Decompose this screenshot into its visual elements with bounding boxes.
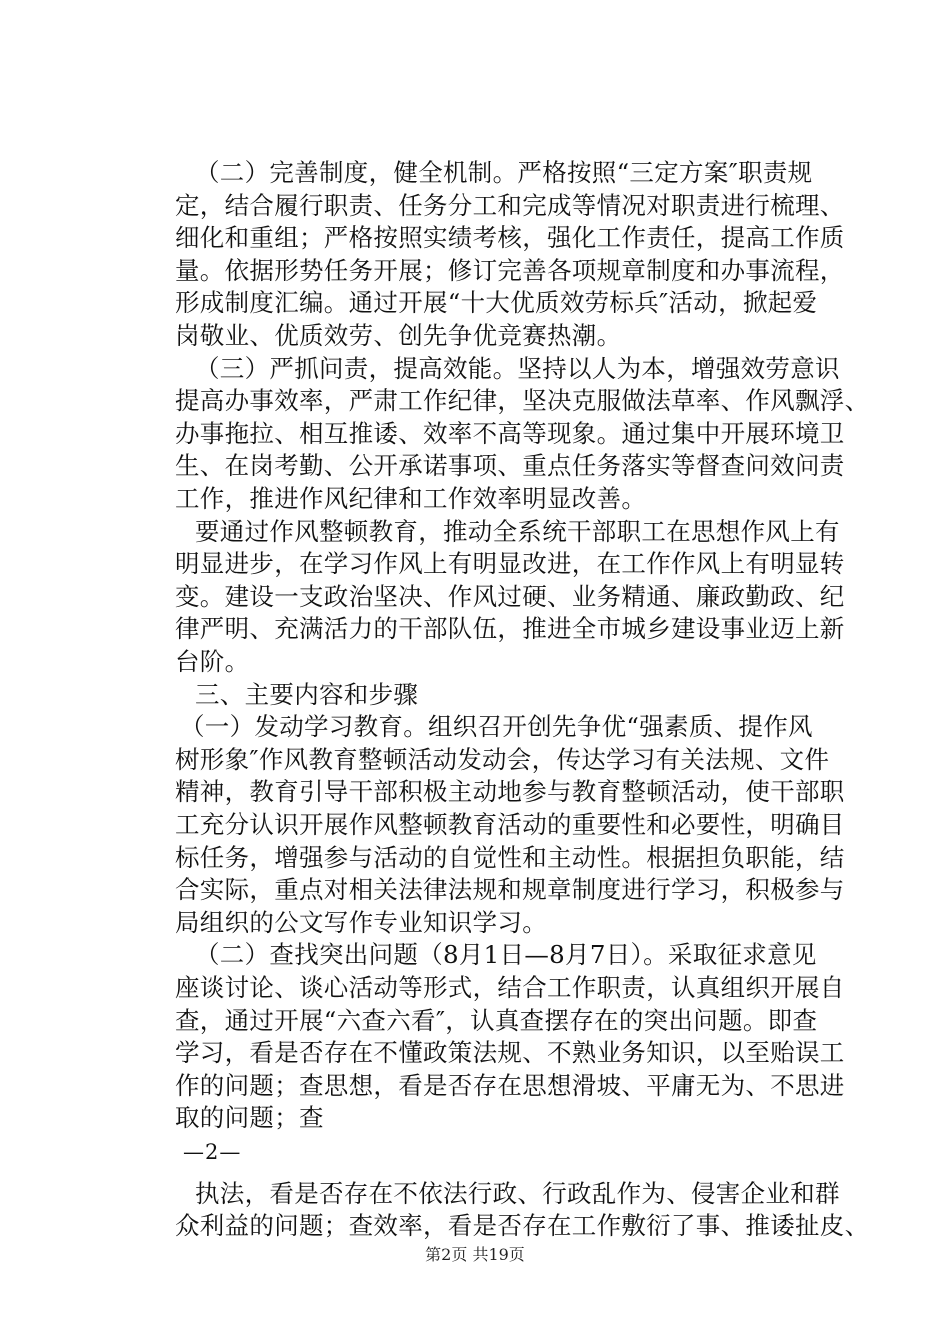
paragraph-line: 量。依据形势任务开展；修订完善各项规章制度和办事流程， (175, 255, 845, 285)
paragraph-line: 查，通过开展“六查六看″，认真查摆存在的突出问题。即查 (175, 1005, 818, 1035)
paragraph-line: 工充分认识开展作风整顿教育活动的重要性和必要性，明确目 (175, 810, 845, 839)
paragraph-line: （三）严抓问责，提高效能。坚持以人为本，增强效劳意识 (195, 353, 840, 383)
paragraph-line: 树形象″作风教育整顿活动发动会，传达学习有关法规、文件 (175, 744, 830, 774)
paragraph-line: （一）发动学习教育。组织召开创先争优“强素质、提作风 (180, 712, 813, 742)
paragraph-line: 定，结合履行职责、任务分工和完成等情况对职责进行梳理、 (175, 190, 845, 220)
paragraph-line: 明显进步，在学习作风上有明显改进，在工作作风上有明显转 (175, 549, 845, 579)
paragraph-line: 要通过作风整顿教育，推动全系统干部职工在思想作风上有 (195, 516, 840, 546)
continuation-line-1: 执法，看是否存在不依法行政、行政乱作为、侵害企业和群 (195, 1178, 840, 1208)
paragraph-line: 办事拖拉、相互推诿、效率不高等现象。通过集中开展环境卫 (175, 418, 845, 448)
paragraph-line: （二）完善制度，健全机制。严格按照“三定方案″职责规 (195, 158, 813, 187)
paragraph-line: 座谈讨论、谈心活动等形式，结合工作职责，认真组织开展自 (175, 973, 845, 1002)
section-heading: 三、主要内容和步骤 (195, 679, 419, 709)
paragraph-line: 岗敬业、优质效劳、创先争优竞赛热潮。 (175, 321, 622, 350)
paragraph-line: （二）查找突出问题（8月1日—8月7日）。采取征求意见 (195, 940, 817, 970)
paragraph-line: 合实际，重点对相关法律法规和规章制度进行学习，积极参与 (175, 875, 845, 905)
paragraph-line: 生、在岗考勤、公开承诺事项、重点任务落实等督查问效问责 (175, 451, 845, 481)
paragraph-line: 律严明、充满活力的干部队伍，推进全市城乡建设事业迈上新 (175, 614, 845, 644)
paragraph-line: 工作，推进作风纪律和工作效率明显改善。 (175, 484, 647, 513)
paragraph-line: 精神，教育引导干部积极主动地参与教育整顿活动，使干部职 (175, 777, 845, 807)
paragraph-line: 变。建设一支政治坚决、作风过硬、业务精通、廉政勤政、纪 (175, 581, 845, 611)
paragraph-line: 形成制度汇编。通过开展“十大优质效劳标兵″活动，掀起爱 (175, 288, 818, 318)
paragraph-line: 提高办事效率，严肃工作纪律，坚决克服做法草率、作风飘浮、 (175, 386, 870, 416)
paragraph-line: 台阶。 (175, 647, 250, 676)
paragraph-line: 作的问题；查思想，看是否存在思想滑坡、平庸无为、不思进 (175, 1070, 845, 1100)
page-marker: —2— (183, 1140, 242, 1164)
paragraph-line: 学习，看是否存在不懂政策法规、不熟业务知识，以至贻误工 (175, 1038, 845, 1068)
paragraph-line: 标任务，增强参与活动的自觉性和主动性。根据担负职能，结 (175, 842, 845, 872)
paragraph-line: 局组织的公文写作专业知识学习。 (175, 907, 547, 937)
continuation-line-2: 众利益的问题；查效率，看是否存在工作敷衍了事、推诿扯皮、 (175, 1211, 870, 1241)
paragraph-line: 取的问题；查 (175, 1103, 324, 1133)
paragraph-line: 细化和重组；严格按照实绩考核，强化工作责任，提高工作质 (175, 223, 845, 253)
page-footer: 第2页 共19页 (425, 1245, 525, 1264)
